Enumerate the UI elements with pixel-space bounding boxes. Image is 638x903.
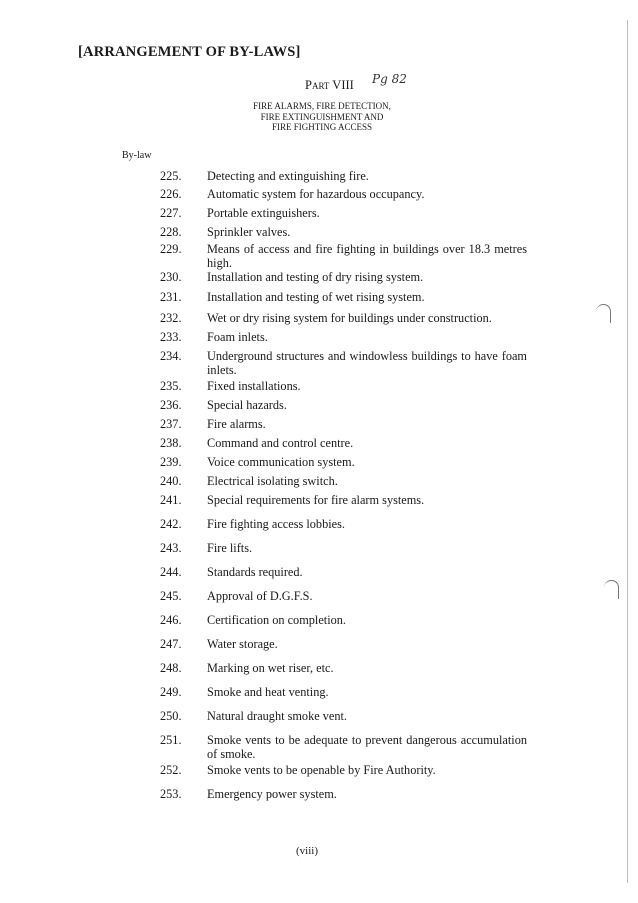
bylaw-title: Voice communication system.: [207, 455, 355, 469]
bylaw-title: Standards required.: [207, 565, 303, 579]
bylaw-number: 243.: [160, 541, 182, 555]
bylaw-number: 228.: [160, 225, 182, 239]
bylaw-number: 241.: [160, 493, 182, 507]
bylaw-title: Automatic system for hazardous occupancy.: [207, 187, 425, 201]
bylaw-number: 249.: [160, 685, 182, 699]
scan-mark: [604, 580, 619, 599]
bylaw-title: Marking on wet riser, etc.: [207, 661, 334, 675]
bylaw-title: Detecting and extinguishing fire.: [207, 169, 369, 183]
bylaw-number: 236.: [160, 398, 182, 412]
bylaw-number: 250.: [160, 709, 182, 723]
bylaw-title: Sprinkler valves.: [207, 225, 291, 239]
bylaw-title: Underground structures and windowless buildings to have foam inlets.: [207, 349, 527, 377]
subtitle-line: FIRE ALARMS, FIRE DETECTION,: [253, 101, 391, 111]
bylaw-number: 231.: [160, 290, 182, 304]
bylaw-title: Fire fighting access lobbies.: [207, 517, 345, 531]
bylaw-number: 237.: [160, 417, 182, 431]
bylaw-number: 252.: [160, 763, 182, 777]
bylaw-title: Installation and testing of dry rising system.: [207, 270, 424, 284]
bylaw-number: 244.: [160, 565, 182, 579]
bylaw-number: 239.: [160, 455, 182, 469]
bylaw-title: Fire alarms.: [207, 417, 266, 431]
bylaw-title: Special requirements for fire alarm systems.: [207, 493, 425, 507]
subtitle-line: FIRE FIGHTING ACCESS: [271, 122, 372, 132]
bylaw-number: 232.: [160, 311, 182, 325]
bylaw-column-label: By-law: [122, 150, 152, 161]
document-title: [ARRANGEMENT OF BY-LAWS]: [78, 44, 301, 60]
bylaw-number: 234.: [160, 349, 182, 363]
bylaw-title: Portable extinguishers.: [207, 206, 320, 220]
bylaw-title: Natural draught smoke vent.: [207, 709, 348, 723]
bylaw-number: 246.: [160, 613, 182, 627]
bylaw-number: 240.: [160, 474, 182, 488]
bylaw-number: 242.: [160, 517, 182, 531]
bylaw-title: Emergency power system.: [207, 787, 337, 801]
page-edge: [627, 20, 628, 883]
bylaw-title: Smoke vents to be adequate to prevent dangerous accumulation of smoke.: [207, 733, 527, 761]
bylaw-title: Certification on completion.: [207, 613, 346, 627]
bylaw-title: Wet or dry rising system for buildings under construction.: [207, 311, 492, 325]
section-subtitle: [222, 101, 422, 133]
bylaw-number: 227.: [160, 206, 182, 220]
bylaw-number: 226.: [160, 187, 182, 201]
bylaw-number: 247.: [160, 637, 182, 651]
bylaw-number: 230.: [160, 270, 182, 284]
bylaw-title: Fire lifts.: [207, 541, 253, 555]
scan-mark: [596, 304, 611, 323]
bylaw-title: Special hazards.: [207, 398, 287, 412]
bylaw-number: 229.: [160, 242, 182, 256]
bylaw-number: 233.: [160, 330, 182, 344]
bylaw-title: Installation and testing of wet rising system.: [207, 290, 425, 304]
bylaw-title: Foam inlets.: [207, 330, 268, 344]
handwritten-note: Pg 82: [372, 72, 407, 86]
bylaw-number: 253.: [160, 787, 182, 801]
subtitle-line: FIRE EXTINGUISHMENT AND: [260, 111, 384, 122]
bylaw-title: Means of access and fire fighting in buildings over 18.3 metres high.: [207, 242, 527, 270]
bylaw-number: 248.: [160, 661, 182, 675]
bylaw-title: Smoke and heat venting.: [207, 685, 329, 699]
page-number: (viii): [296, 845, 318, 857]
bylaw-title: Electrical isolating switch.: [207, 474, 338, 488]
bylaw-title: Water storage.: [207, 637, 278, 651]
bylaw-title: Approval of D.G.F.S.: [207, 589, 313, 603]
bylaw-number: 235.: [160, 379, 182, 393]
part-heading: Part VIII: [305, 78, 354, 92]
bylaw-number: 225.: [160, 169, 182, 183]
bylaw-title: Command and control centre.: [207, 436, 354, 450]
bylaw-number: 251.: [160, 733, 182, 747]
bylaw-title: Smoke vents to be openable by Fire Authority.: [207, 763, 436, 777]
bylaw-number: 238.: [160, 436, 182, 450]
bylaw-title: Fixed installations.: [207, 379, 301, 393]
bylaw-number: 245.: [160, 589, 182, 603]
